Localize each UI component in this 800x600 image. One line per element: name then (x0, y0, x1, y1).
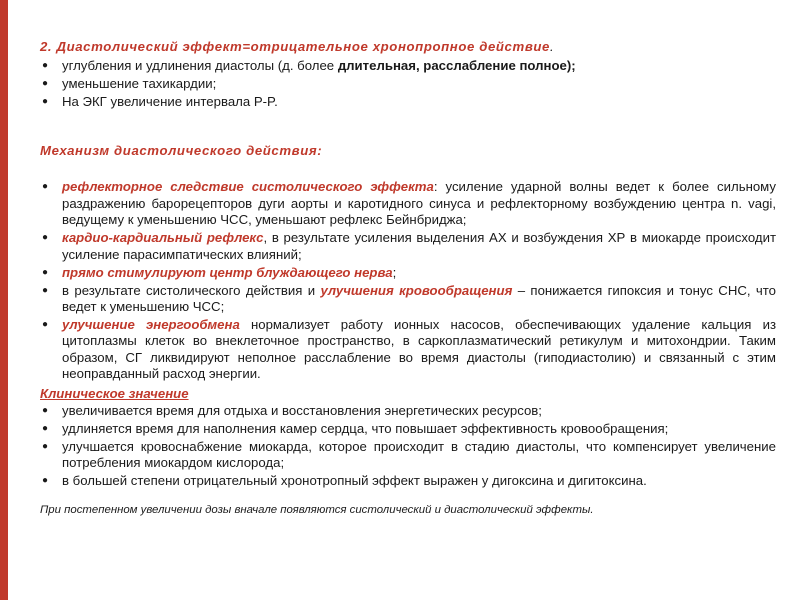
list-item (40, 439, 776, 472)
item-emphasis: прямо стимулируют центр блуждающего нерва (62, 264, 393, 280)
bullet-dot-icon: ● (42, 232, 49, 244)
list-item (40, 58, 776, 74)
bullet-dot-icon: ● (42, 181, 49, 193)
item-emphasis: кардио-кардиальный рефлекс (62, 230, 264, 246)
item-text: удлиняется время для наполнения камер сердца, что повышает эффективность кровообращения; (62, 420, 669, 436)
list-item (40, 94, 776, 110)
section2-list (40, 58, 776, 110)
list-item (40, 230, 776, 263)
item-text: На ЭКГ увеличение интервала P-P. (62, 94, 278, 109)
item-text: улучшается кровоснабжение миокарда, которое происходит в стадию диастолы, что компенсирует увеличение потребления миокардом кислорода; (62, 438, 776, 471)
list-item (40, 76, 776, 92)
bullet-dot-icon: ● (42, 96, 49, 107)
list-item (40, 403, 776, 419)
slide-accent-bar (0, 0, 8, 600)
bullet-dot-icon: ● (42, 422, 49, 434)
clinical-title: Клиническое значение (40, 385, 189, 401)
item-text: – понижается гипоксия и тонус СНС, что ведет к уменьшению ЧСС; (62, 282, 777, 315)
item-emphasis: улучшения кровообращения (320, 282, 513, 298)
item-emphasis: улучшение энергообмена (62, 317, 240, 333)
bullet-dot-icon: ● (42, 440, 49, 452)
item-text: в большей степени отрицательный хронотропный эффект выражен у дигоксина и дигитоксина. (62, 473, 647, 489)
item-text: , в результате усиления выделения АХ и возбуждения ХР в миокарде происходит усиление парасимпатических влияний; (62, 230, 776, 262)
item-text: : усиление ударной волны ведет к более сильному раздражению барорецепторов дуги аорты и каротидного синуса и рефлекторному возбуждению центра n. vagi, ведущему к уменьшению ЧСС, уменьшают рефлекс Бейнбриджа; (62, 179, 776, 228)
bullet-dot-icon: ● (42, 404, 49, 416)
item-text: увеличивается время для отдыха и восстановления энергетических ресурсов; (62, 402, 542, 418)
clinical-list (40, 403, 776, 490)
bullet-dot-icon: ● (42, 60, 49, 71)
list-item (40, 265, 776, 281)
bullet-dot-icon: ● (42, 78, 49, 89)
item-text: в результате систолического действия и (62, 282, 321, 298)
mechanism-title: Механизм диастолического действия: (40, 143, 323, 159)
item-bold-text: длительная, расслабление полное); (337, 58, 576, 73)
footer-note: При постепенном увеличении дозы вначале появляются систолический и диастолический эффекты. (40, 504, 594, 517)
list-item (40, 179, 776, 228)
item-text: нормализует работу ионных насосов, обеспечивающих удаление кальция из цитоплазмы клеток во внеклеточное пространство, в саркоплазматический ретикулум и митохондрии. Таким образом, СГ ликвидируют неполное расслабление во время диастолы (гиподиастолию) и связанный с этим неоправданный расход энергии. (62, 317, 776, 382)
bullet-dot-icon: ● (42, 266, 49, 278)
list-item (40, 473, 776, 489)
bullet-dot-icon: ● (42, 475, 49, 487)
mechanism-list (40, 179, 776, 382)
bullet-dot-icon: ● (42, 284, 49, 296)
section2-title: 2. Диастолический эффект=отрицательное хронопропное действие. (40, 39, 555, 54)
bullet-dot-icon: ● (42, 319, 49, 331)
list-item (40, 421, 776, 437)
item-emphasis: рефлекторное следствие систолического эффекта (62, 179, 434, 195)
slide-content (40, 38, 776, 517)
item-text: ; (392, 264, 397, 280)
list-item (40, 283, 776, 316)
item-text: углубления и удлинения диастолы (д. более (62, 58, 338, 73)
list-item (40, 317, 776, 383)
item-text: уменьшение тахикардии; (62, 76, 217, 91)
